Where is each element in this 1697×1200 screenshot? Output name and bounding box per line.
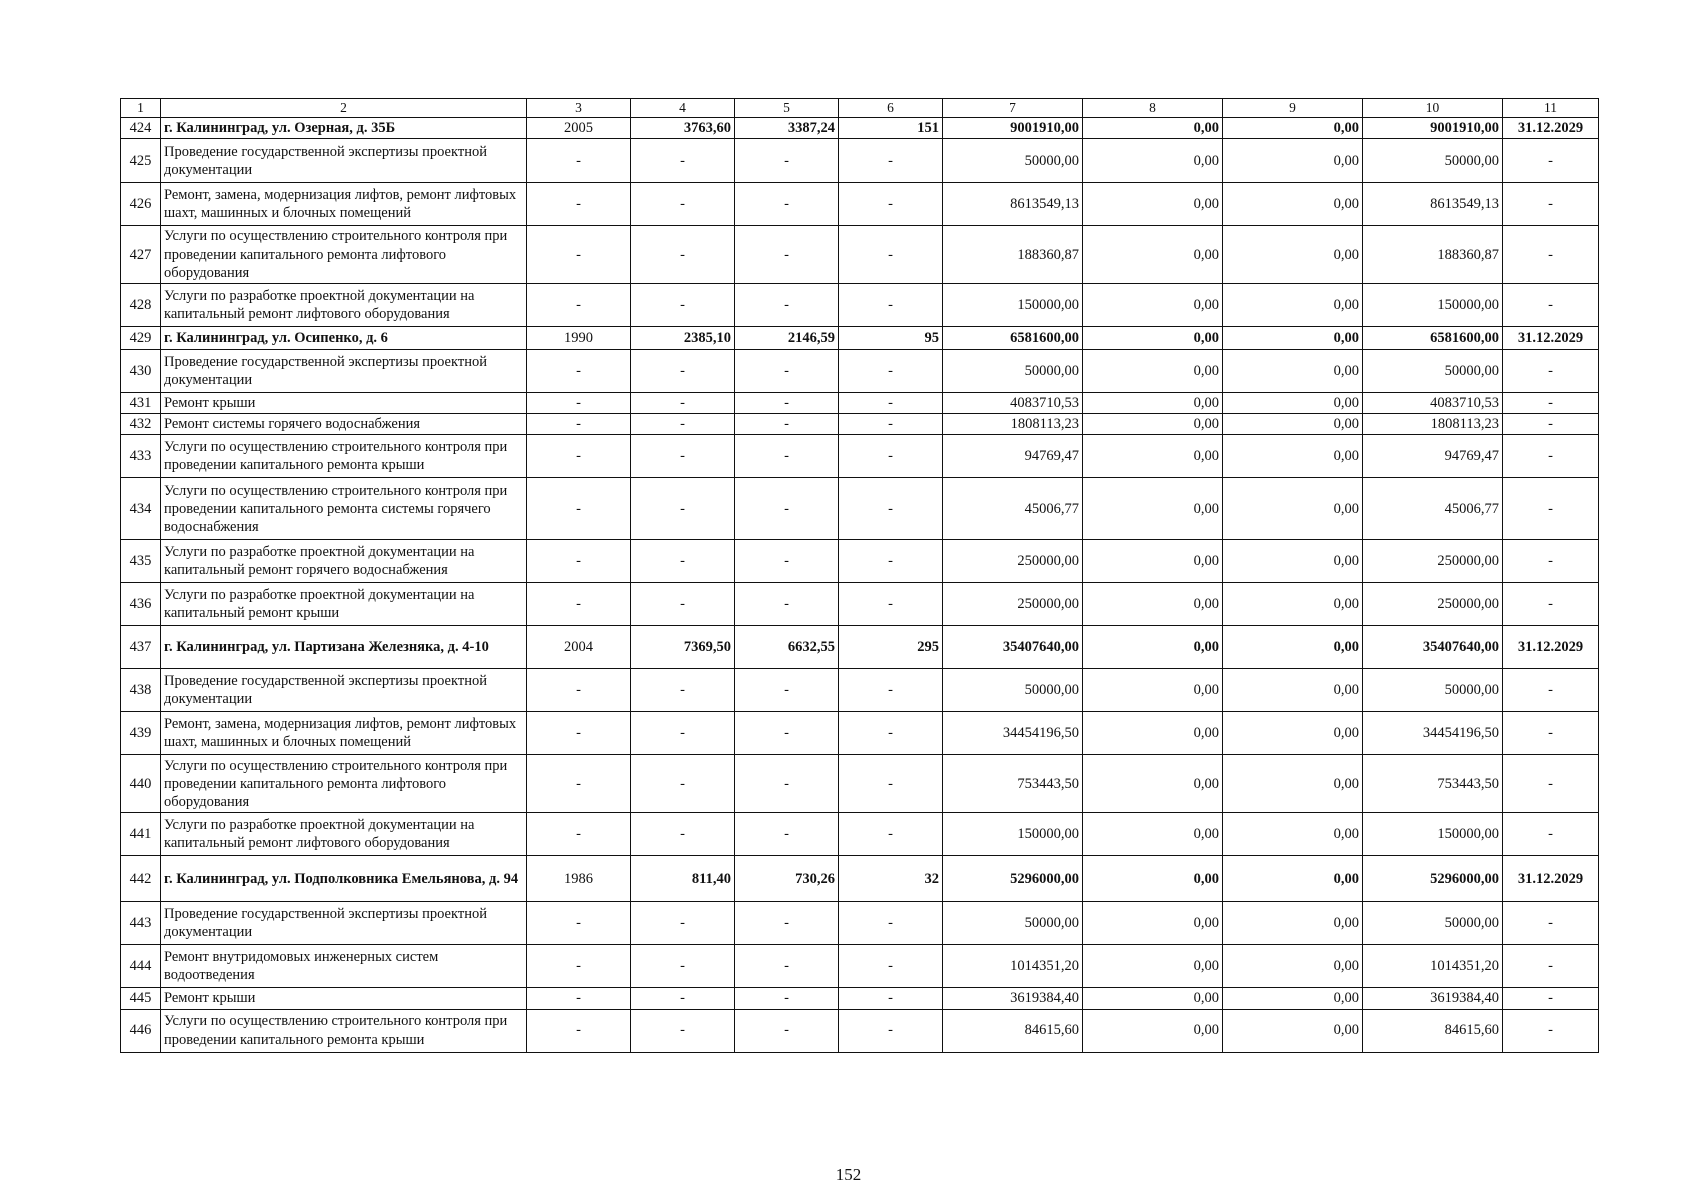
living-area: - bbox=[735, 988, 839, 1009]
total-cost: 3619384,40 bbox=[943, 988, 1083, 1009]
work-row bbox=[121, 813, 1599, 856]
total-area: 2385,10 bbox=[631, 327, 735, 350]
living-area: - bbox=[735, 350, 839, 393]
residents: - bbox=[839, 813, 943, 856]
cost-col-8: 0,00 bbox=[1083, 1009, 1223, 1052]
completion-date: - bbox=[1503, 393, 1599, 414]
cost-col-10: 45006,77 bbox=[1363, 478, 1503, 540]
column-header: 4 bbox=[631, 99, 735, 118]
cost-col-8: 0,00 bbox=[1083, 139, 1223, 183]
completion-date: - bbox=[1503, 284, 1599, 327]
cost-col-8: 0,00 bbox=[1083, 813, 1223, 856]
cost-col-10: 250000,00 bbox=[1363, 540, 1503, 583]
living-area: - bbox=[735, 902, 839, 945]
total-area: - bbox=[631, 350, 735, 393]
cost-col-9: 0,00 bbox=[1223, 626, 1363, 669]
residents: - bbox=[839, 393, 943, 414]
completion-date: - bbox=[1503, 183, 1599, 226]
residents: - bbox=[839, 902, 943, 945]
address-row bbox=[121, 856, 1599, 902]
cost-col-10: 6581600,00 bbox=[1363, 327, 1503, 350]
cost-col-8: 0,00 bbox=[1083, 669, 1223, 712]
item-name: Ремонт крыши bbox=[161, 393, 527, 414]
build-year: - bbox=[527, 414, 631, 435]
build-year: - bbox=[527, 350, 631, 393]
column-header: 9 bbox=[1223, 99, 1363, 118]
cost-col-9: 0,00 bbox=[1223, 327, 1363, 350]
total-cost: 250000,00 bbox=[943, 540, 1083, 583]
cost-col-9: 0,00 bbox=[1223, 902, 1363, 945]
row-number: 437 bbox=[121, 626, 161, 669]
item-name: г. Калининград, ул. Озерная, д. 35Б bbox=[161, 118, 527, 139]
cost-col-9: 0,00 bbox=[1223, 540, 1363, 583]
row-number: 430 bbox=[121, 350, 161, 393]
total-cost: 94769,47 bbox=[943, 435, 1083, 478]
item-name: Услуги по осуществлению строительного контроля при проведении капитального ремонта лифтового оборудования bbox=[161, 226, 527, 284]
completion-date: - bbox=[1503, 414, 1599, 435]
address-row bbox=[121, 118, 1599, 139]
living-area: - bbox=[735, 540, 839, 583]
item-name: г. Калининград, ул. Подполковника Емельянова, д. 94 bbox=[161, 856, 527, 902]
work-row bbox=[121, 284, 1599, 327]
total-cost: 250000,00 bbox=[943, 583, 1083, 626]
build-year: - bbox=[527, 813, 631, 856]
cost-col-9: 0,00 bbox=[1223, 1009, 1363, 1052]
column-header: 8 bbox=[1083, 99, 1223, 118]
cost-col-8: 0,00 bbox=[1083, 414, 1223, 435]
build-year: - bbox=[527, 139, 631, 183]
column-header: 10 bbox=[1363, 99, 1503, 118]
completion-date: - bbox=[1503, 712, 1599, 755]
build-year: - bbox=[527, 712, 631, 755]
cost-col-8: 0,00 bbox=[1083, 712, 1223, 755]
cost-col-10: 35407640,00 bbox=[1363, 626, 1503, 669]
cost-col-9: 0,00 bbox=[1223, 414, 1363, 435]
total-cost: 35407640,00 bbox=[943, 626, 1083, 669]
living-area: - bbox=[735, 813, 839, 856]
total-area: - bbox=[631, 1009, 735, 1052]
cost-col-10: 753443,50 bbox=[1363, 755, 1503, 813]
build-year: - bbox=[527, 945, 631, 988]
work-row bbox=[121, 945, 1599, 988]
column-number-header-row bbox=[121, 99, 1599, 118]
total-cost: 50000,00 bbox=[943, 350, 1083, 393]
row-number: 433 bbox=[121, 435, 161, 478]
total-area: - bbox=[631, 478, 735, 540]
total-area: - bbox=[631, 813, 735, 856]
row-number: 436 bbox=[121, 583, 161, 626]
row-number: 439 bbox=[121, 712, 161, 755]
completion-date: - bbox=[1503, 669, 1599, 712]
build-year: - bbox=[527, 284, 631, 327]
residents: - bbox=[839, 583, 943, 626]
living-area: 730,26 bbox=[735, 856, 839, 902]
item-name: Проведение государственной экспертизы проектной документации bbox=[161, 139, 527, 183]
cost-col-8: 0,00 bbox=[1083, 945, 1223, 988]
residents: - bbox=[839, 1009, 943, 1052]
total-cost: 45006,77 bbox=[943, 478, 1083, 540]
cost-col-9: 0,00 bbox=[1223, 118, 1363, 139]
work-row bbox=[121, 139, 1599, 183]
cost-col-9: 0,00 bbox=[1223, 350, 1363, 393]
residents: - bbox=[839, 226, 943, 284]
living-area: 3387,24 bbox=[735, 118, 839, 139]
cost-col-8: 0,00 bbox=[1083, 988, 1223, 1009]
item-name: Ремонт крыши bbox=[161, 988, 527, 1009]
build-year: - bbox=[527, 669, 631, 712]
completion-date: 31.12.2029 bbox=[1503, 856, 1599, 902]
cost-col-10: 34454196,50 bbox=[1363, 712, 1503, 755]
residents: - bbox=[839, 183, 943, 226]
completion-date: 31.12.2029 bbox=[1503, 626, 1599, 669]
total-cost: 50000,00 bbox=[943, 902, 1083, 945]
cost-col-9: 0,00 bbox=[1223, 393, 1363, 414]
build-year: - bbox=[527, 988, 631, 1009]
cost-col-8: 0,00 bbox=[1083, 327, 1223, 350]
total-area: 3763,60 bbox=[631, 118, 735, 139]
completion-date: 31.12.2029 bbox=[1503, 118, 1599, 139]
page-number: 152 bbox=[835, 1165, 862, 1184]
living-area: - bbox=[735, 1009, 839, 1052]
cost-col-8: 0,00 bbox=[1083, 226, 1223, 284]
cost-col-8: 0,00 bbox=[1083, 435, 1223, 478]
item-name: Проведение государственной экспертизы проектной документации bbox=[161, 669, 527, 712]
cost-col-9: 0,00 bbox=[1223, 712, 1363, 755]
row-number: 441 bbox=[121, 813, 161, 856]
row-number: 440 bbox=[121, 755, 161, 813]
cost-col-8: 0,00 bbox=[1083, 626, 1223, 669]
work-row bbox=[121, 902, 1599, 945]
cost-col-10: 50000,00 bbox=[1363, 139, 1503, 183]
build-year: 2004 bbox=[527, 626, 631, 669]
total-cost: 8613549,13 bbox=[943, 183, 1083, 226]
completion-date: - bbox=[1503, 435, 1599, 478]
residents: - bbox=[839, 540, 943, 583]
item-name: Услуги по разработке проектной документации на капитальный ремонт лифтового оборудования bbox=[161, 284, 527, 327]
total-area: - bbox=[631, 284, 735, 327]
total-cost: 5296000,00 bbox=[943, 856, 1083, 902]
residents: - bbox=[839, 435, 943, 478]
total-cost: 1808113,23 bbox=[943, 414, 1083, 435]
residents: - bbox=[839, 712, 943, 755]
build-year: - bbox=[527, 902, 631, 945]
column-header: 2 bbox=[161, 99, 527, 118]
cost-col-10: 50000,00 bbox=[1363, 902, 1503, 945]
cost-col-10: 50000,00 bbox=[1363, 350, 1503, 393]
living-area: - bbox=[735, 139, 839, 183]
living-area: - bbox=[735, 583, 839, 626]
total-cost: 50000,00 bbox=[943, 139, 1083, 183]
build-year: - bbox=[527, 583, 631, 626]
build-year: 1986 bbox=[527, 856, 631, 902]
completion-date: - bbox=[1503, 583, 1599, 626]
completion-date: - bbox=[1503, 1009, 1599, 1052]
cost-col-10: 5296000,00 bbox=[1363, 856, 1503, 902]
total-area: - bbox=[631, 988, 735, 1009]
build-year: - bbox=[527, 1009, 631, 1052]
build-year: - bbox=[527, 755, 631, 813]
work-row bbox=[121, 712, 1599, 755]
column-header: 3 bbox=[527, 99, 631, 118]
row-number: 429 bbox=[121, 327, 161, 350]
cost-col-9: 0,00 bbox=[1223, 988, 1363, 1009]
total-area: - bbox=[631, 945, 735, 988]
cost-col-8: 0,00 bbox=[1083, 118, 1223, 139]
address-row bbox=[121, 327, 1599, 350]
residents: - bbox=[839, 284, 943, 327]
item-name: Ремонт системы горячего водоснабжения bbox=[161, 414, 527, 435]
capital-repair-table bbox=[120, 98, 1599, 1053]
work-row bbox=[121, 540, 1599, 583]
build-year: - bbox=[527, 183, 631, 226]
cost-col-8: 0,00 bbox=[1083, 755, 1223, 813]
build-year: - bbox=[527, 393, 631, 414]
build-year: - bbox=[527, 435, 631, 478]
completion-date: - bbox=[1503, 945, 1599, 988]
build-year: - bbox=[527, 226, 631, 284]
total-cost: 34454196,50 bbox=[943, 712, 1083, 755]
row-number: 443 bbox=[121, 902, 161, 945]
completion-date: - bbox=[1503, 988, 1599, 1009]
completion-date: - bbox=[1503, 813, 1599, 856]
completion-date: 31.12.2029 bbox=[1503, 327, 1599, 350]
row-number: 424 bbox=[121, 118, 161, 139]
completion-date: - bbox=[1503, 139, 1599, 183]
build-year: - bbox=[527, 478, 631, 540]
cost-col-10: 84615,60 bbox=[1363, 1009, 1503, 1052]
work-row bbox=[121, 583, 1599, 626]
row-number: 438 bbox=[121, 669, 161, 712]
living-area: - bbox=[735, 669, 839, 712]
living-area: - bbox=[735, 755, 839, 813]
cost-col-10: 3619384,40 bbox=[1363, 988, 1503, 1009]
cost-col-9: 0,00 bbox=[1223, 435, 1363, 478]
item-name: г. Калининград, ул. Осипенко, д. 6 bbox=[161, 327, 527, 350]
cost-col-10: 150000,00 bbox=[1363, 284, 1503, 327]
register-sheet bbox=[120, 98, 1584, 1053]
work-row bbox=[121, 350, 1599, 393]
cost-col-10: 94769,47 bbox=[1363, 435, 1503, 478]
total-area: - bbox=[631, 902, 735, 945]
work-row bbox=[121, 226, 1599, 284]
address-row bbox=[121, 626, 1599, 669]
total-area: - bbox=[631, 755, 735, 813]
cost-col-10: 250000,00 bbox=[1363, 583, 1503, 626]
work-row bbox=[121, 183, 1599, 226]
residents: - bbox=[839, 414, 943, 435]
row-number: 427 bbox=[121, 226, 161, 284]
row-number: 446 bbox=[121, 1009, 161, 1052]
living-area: - bbox=[735, 945, 839, 988]
row-number: 426 bbox=[121, 183, 161, 226]
total-area: - bbox=[631, 712, 735, 755]
total-cost: 150000,00 bbox=[943, 813, 1083, 856]
living-area: - bbox=[735, 414, 839, 435]
total-area: - bbox=[631, 393, 735, 414]
row-number: 445 bbox=[121, 988, 161, 1009]
residents: 151 bbox=[839, 118, 943, 139]
row-number: 444 bbox=[121, 945, 161, 988]
completion-date: - bbox=[1503, 540, 1599, 583]
total-cost: 1014351,20 bbox=[943, 945, 1083, 988]
living-area: - bbox=[735, 284, 839, 327]
row-number: 435 bbox=[121, 540, 161, 583]
cost-col-9: 0,00 bbox=[1223, 669, 1363, 712]
cost-col-8: 0,00 bbox=[1083, 284, 1223, 327]
cost-col-9: 0,00 bbox=[1223, 139, 1363, 183]
total-area: - bbox=[631, 226, 735, 284]
item-name: Ремонт, замена, модернизация лифтов, ремонт лифтовых шахт, машинных и блочных помещений bbox=[161, 183, 527, 226]
cost-col-10: 150000,00 bbox=[1363, 813, 1503, 856]
cost-col-8: 0,00 bbox=[1083, 478, 1223, 540]
item-name: Услуги по осуществлению строительного контроля при проведении капитального ремонта лифтового оборудования bbox=[161, 755, 527, 813]
cost-col-8: 0,00 bbox=[1083, 902, 1223, 945]
total-area: - bbox=[631, 139, 735, 183]
total-area: - bbox=[631, 183, 735, 226]
total-cost: 9001910,00 bbox=[943, 118, 1083, 139]
cost-col-9: 0,00 bbox=[1223, 583, 1363, 626]
cost-col-9: 0,00 bbox=[1223, 478, 1363, 540]
living-area: - bbox=[735, 435, 839, 478]
item-name: Ремонт, замена, модернизация лифтов, ремонт лифтовых шахт, машинных и блочных помещений bbox=[161, 712, 527, 755]
residents: 95 bbox=[839, 327, 943, 350]
work-row bbox=[121, 988, 1599, 1009]
work-row bbox=[121, 1009, 1599, 1052]
item-name: г. Калининград, ул. Партизана Железняка, д. 4-10 bbox=[161, 626, 527, 669]
residents: 295 bbox=[839, 626, 943, 669]
total-cost: 84615,60 bbox=[943, 1009, 1083, 1052]
total-area: - bbox=[631, 583, 735, 626]
total-area: - bbox=[631, 435, 735, 478]
item-name: Услуги по разработке проектной документации на капитальный ремонт лифтового оборудования bbox=[161, 813, 527, 856]
item-name: Услуги по осуществлению строительного контроля при проведении капитального ремонта крыши bbox=[161, 1009, 527, 1052]
work-row bbox=[121, 393, 1599, 414]
cost-col-9: 0,00 bbox=[1223, 856, 1363, 902]
row-number: 425 bbox=[121, 139, 161, 183]
total-cost: 150000,00 bbox=[943, 284, 1083, 327]
row-number: 434 bbox=[121, 478, 161, 540]
cost-col-9: 0,00 bbox=[1223, 755, 1363, 813]
column-header: 7 bbox=[943, 99, 1083, 118]
completion-date: - bbox=[1503, 755, 1599, 813]
cost-col-8: 0,00 bbox=[1083, 540, 1223, 583]
cost-col-9: 0,00 bbox=[1223, 284, 1363, 327]
total-area: - bbox=[631, 669, 735, 712]
cost-col-8: 0,00 bbox=[1083, 183, 1223, 226]
cost-col-9: 0,00 bbox=[1223, 226, 1363, 284]
column-header: 6 bbox=[839, 99, 943, 118]
cost-col-10: 9001910,00 bbox=[1363, 118, 1503, 139]
total-cost: 4083710,53 bbox=[943, 393, 1083, 414]
item-name: Проведение государственной экспертизы проектной документации bbox=[161, 350, 527, 393]
living-area: - bbox=[735, 183, 839, 226]
living-area: 2146,59 bbox=[735, 327, 839, 350]
completion-date: - bbox=[1503, 226, 1599, 284]
living-area: - bbox=[735, 226, 839, 284]
total-area: - bbox=[631, 414, 735, 435]
total-cost: 188360,87 bbox=[943, 226, 1083, 284]
residents: - bbox=[839, 350, 943, 393]
work-row bbox=[121, 478, 1599, 540]
total-area: 811,40 bbox=[631, 856, 735, 902]
build-year: 2005 bbox=[527, 118, 631, 139]
item-name: Проведение государственной экспертизы проектной документации bbox=[161, 902, 527, 945]
item-name: Услуги по осуществлению строительного контроля при проведении капитального ремонта крыши bbox=[161, 435, 527, 478]
residents: - bbox=[839, 478, 943, 540]
work-row bbox=[121, 669, 1599, 712]
completion-date: - bbox=[1503, 478, 1599, 540]
cost-col-10: 1014351,20 bbox=[1363, 945, 1503, 988]
item-name: Услуги по разработке проектной документации на капитальный ремонт крыши bbox=[161, 583, 527, 626]
build-year: 1990 bbox=[527, 327, 631, 350]
table-body bbox=[121, 99, 1599, 1053]
total-area: 7369,50 bbox=[631, 626, 735, 669]
row-number: 432 bbox=[121, 414, 161, 435]
row-number: 442 bbox=[121, 856, 161, 902]
living-area: - bbox=[735, 712, 839, 755]
work-row bbox=[121, 414, 1599, 435]
item-name: Услуги по осуществлению строительного контроля при проведении капитального ремонта системы горячего водоснабжения bbox=[161, 478, 527, 540]
work-row bbox=[121, 755, 1599, 813]
cost-col-8: 0,00 bbox=[1083, 393, 1223, 414]
cost-col-8: 0,00 bbox=[1083, 350, 1223, 393]
cost-col-9: 0,00 bbox=[1223, 183, 1363, 226]
column-header: 1 bbox=[121, 99, 161, 118]
total-cost: 753443,50 bbox=[943, 755, 1083, 813]
item-name: Ремонт внутридомовых инженерных систем водоотведения bbox=[161, 945, 527, 988]
completion-date: - bbox=[1503, 350, 1599, 393]
work-row bbox=[121, 435, 1599, 478]
total-cost: 50000,00 bbox=[943, 669, 1083, 712]
row-number: 431 bbox=[121, 393, 161, 414]
column-header: 5 bbox=[735, 99, 839, 118]
cost-col-9: 0,00 bbox=[1223, 813, 1363, 856]
row-number: 428 bbox=[121, 284, 161, 327]
residents: 32 bbox=[839, 856, 943, 902]
cost-col-10: 50000,00 bbox=[1363, 669, 1503, 712]
residents: - bbox=[839, 945, 943, 988]
cost-col-10: 188360,87 bbox=[1363, 226, 1503, 284]
total-area: - bbox=[631, 540, 735, 583]
total-cost: 6581600,00 bbox=[943, 327, 1083, 350]
cost-col-8: 0,00 bbox=[1083, 583, 1223, 626]
cost-col-9: 0,00 bbox=[1223, 945, 1363, 988]
residents: - bbox=[839, 755, 943, 813]
completion-date: - bbox=[1503, 902, 1599, 945]
cost-col-10: 1808113,23 bbox=[1363, 414, 1503, 435]
residents: - bbox=[839, 139, 943, 183]
build-year: - bbox=[527, 540, 631, 583]
living-area: - bbox=[735, 478, 839, 540]
residents: - bbox=[839, 988, 943, 1009]
column-header: 11 bbox=[1503, 99, 1599, 118]
cost-col-8: 0,00 bbox=[1083, 856, 1223, 902]
living-area: - bbox=[735, 393, 839, 414]
cost-col-10: 8613549,13 bbox=[1363, 183, 1503, 226]
living-area: 6632,55 bbox=[735, 626, 839, 669]
item-name: Услуги по разработке проектной документации на капитальный ремонт горячего водоснабжения bbox=[161, 540, 527, 583]
residents: - bbox=[839, 669, 943, 712]
cost-col-10: 4083710,53 bbox=[1363, 393, 1503, 414]
